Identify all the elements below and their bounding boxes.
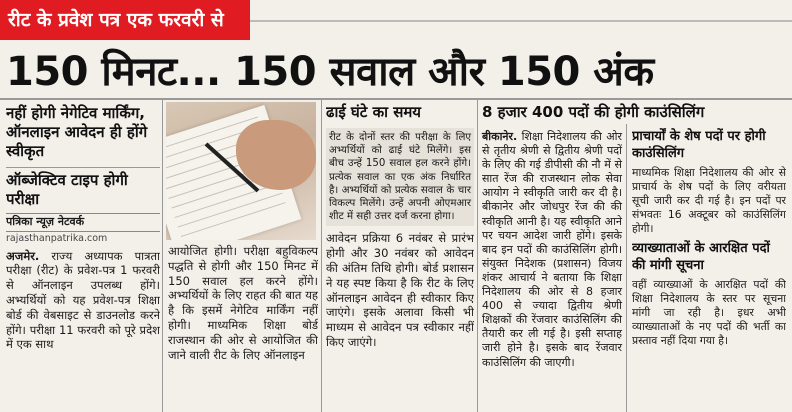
heading-principals: प्राचार्यों के शेष पदों पर होगी काउंसिलिंग [632, 129, 766, 161]
body-text-3: आवेदन प्रक्रिया 6 नवंबर से प्रारंभ होगी और 30 नवंबर को आवेदन की अंतिम तिथि होगी। बोर्ड प्रशासन ने यह स्पष्ट किया है कि रीट के लिए ऑनलाइन आवेदन ही स्वीकार किए जाएंगे। इसके अलावा किसी भी माध्यम से आवेदन पत्र स्वीकार नहीं किए जाएंगे। [326, 231, 474, 349]
kicker-banner: रीट के प्रवेश पत्र एक फरवरी से [0, 0, 250, 40]
body-text-5a: माध्यमिक शिक्षा निदेशालय की ओर से प्राचार्य के शेष पदों के लिए वरीयता सूची जारी कर दी गई है। इन पदों पर संभवतः 16 अक्टूबर को काउंसिलिंग होगी। [632, 166, 786, 235]
dateline-bikaner: बीकानेर. [482, 130, 518, 143]
article-body-4 [482, 130, 622, 370]
headline-rule [0, 98, 792, 100]
article-body-1 [6, 249, 160, 353]
subhead-negative-marking: नहीं होगी नेगेटिव मार्किंग, ऑनलाइन आवेदन ही होंगे स्वीकृत [6, 104, 148, 160]
dateline-ajmer: अजमेर. [6, 248, 40, 263]
column-3 [326, 102, 474, 412]
byline: पत्रिका न्यूज़ नेटवर्क [6, 213, 160, 232]
byline-url: rajasthanpatrika.com [6, 232, 108, 244]
column-5 [632, 128, 786, 412]
heading-lecturers: व्याख्याताओं के आरक्षित पदों की मांगी सूचना [632, 241, 770, 273]
column-1 [6, 104, 160, 412]
column-2 [168, 244, 318, 412]
info-box-duration: रीट के दोनों स्तर की परीक्षा के लिए अभ्यर्थियों को ढाई घंटे मिलेंगे। इस बीच उन्हें 150 सवाल हल करने होंगे। प्रत्येक सवाल का एक अंक निर्धारित है। अभ्यर्थियों को प्रत्येक सवाल के चार विकल्प मिलेंगे। उन्हें अपनी ओएमआर शीट में सही उत्तर दर्ज करना होगा। [326, 128, 474, 226]
heading-counseling: 8 हजार 400 पदों की होगी काउंसिलिंग [482, 103, 705, 121]
top-divider [250, 20, 792, 22]
body-text-1: राज्य अध्यापक पात्रता परीक्षा (रीट) के प्रवेश-पत्र 1 फरवरी से ऑनलाइन उपलब्ध होंगे। अभ्यर्थियों को यह प्रवेश-पत्र शिक्षा बोर्ड की वेबसाइट से डाउनलोड करने होंगे। परीक्षा 11 फरवरी को पूरे प्रदेश में एक साथ [6, 248, 160, 352]
column-divider [477, 100, 478, 412]
body-text-5b: वहीं व्याख्याओं के आरक्षित पदों की शिक्षा निदेशालय के स्तर पर सूचना मांगी जा रही है। इधर अभी व्याख्याताओं के नए पदों की भर्ती का प्रस्ताव नहीं दिया गया है। [632, 278, 786, 347]
subhead-objective-type: ऑब्जेक्टिव टाइप होगी परीक्षा [6, 167, 160, 209]
column-divider [626, 124, 627, 412]
body-text-4: शिक्षा निदेशालय की ओर से तृतीय श्रेणी से द्वितीय श्रेणी पदों के लिए की गई डीपीसी की नौ में से सात रेंज की राजस्थान लोक सेवा आयोग ने स्वीकृति जारी कर दी है। बीकानेर और जोधपुर रेंज की की स्वीकृति आनी है। यह स्वीकृति आने पर चयन आदेश जारी होंगे। इसके बाद इन पदों की काउंसिलिंग होगी। संयुक्त निदेशक (प्रशासन) विजय शंकर आचार्य ने बताया कि शिक्षा निदेशालय की ओर से 8 हजार 400 से ज्यादा द्वितीय श्रेणी शिक्षकों की रेंजवार काउंसिलिंग की तैयारी कर ली गई है। इसी सप्ताह जारी होने है। इसके बाद रेंजवार काउंसिलिंग की जाएगी। [482, 130, 622, 369]
headline: 150 मिनट... 150 सवाल और 150 अंक [6, 49, 654, 95]
heading-duration: ढाई घंटे का समय [326, 103, 422, 121]
column-divider [162, 100, 163, 412]
column-divider [321, 100, 322, 412]
body-text-2: आयोजित होगी। परीक्षा बहुविकल्प पद्धति से होगी और 150 मिनट में 150 सवाल हल करने होंगे। अभ्यर्थियों के लिए राहत की बात यह है कि इसमें नेगेटिव मार्किंग नहीं होगी। माध्यमिक शिक्षा बोर्ड राजस्थान की ओर से आयोजित की जाने वाली रीट के लिए ऑनलाइन [168, 244, 318, 362]
exam-photo [166, 102, 316, 240]
